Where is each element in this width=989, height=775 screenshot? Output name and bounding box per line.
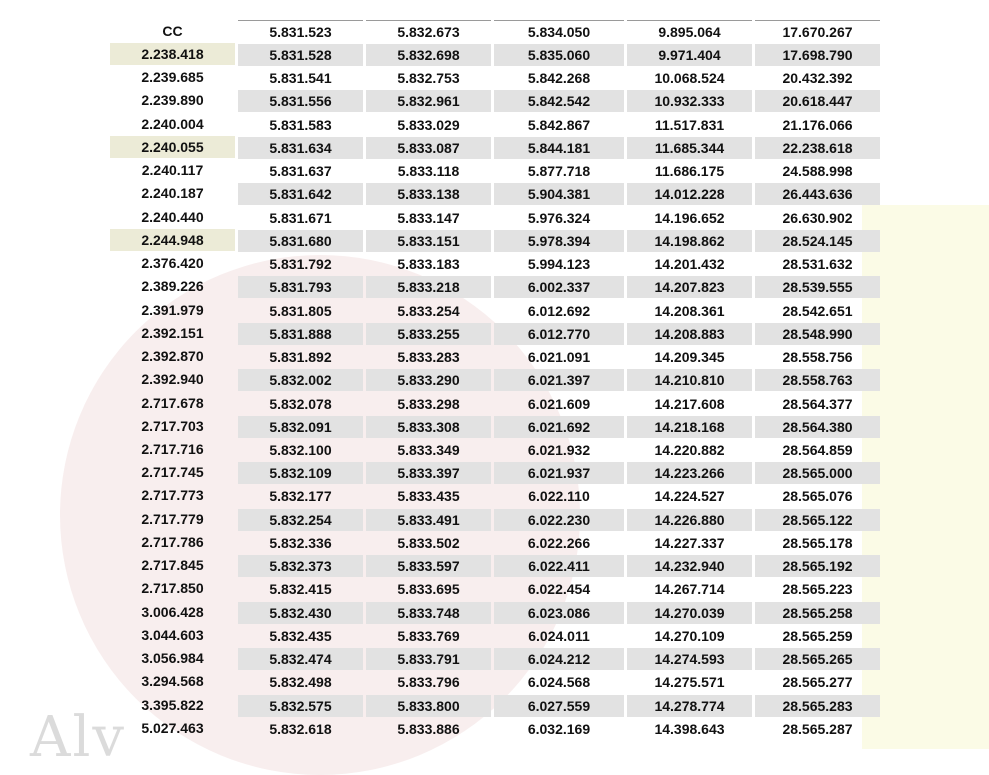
table-cell: 5.833.183 bbox=[397, 256, 460, 273]
table-cell: 2.392.870 bbox=[141, 348, 204, 365]
table-cell: 28.565.277 bbox=[782, 674, 853, 691]
table-cell: 28.539.555 bbox=[755, 276, 880, 298]
table-cell: 28.565.122 bbox=[755, 509, 880, 531]
table-cell: 14.267.714 bbox=[654, 581, 725, 598]
table-cell: 2.717.703 bbox=[141, 417, 204, 434]
table-cell: 6.022.454 bbox=[527, 581, 591, 598]
table-cell: 5.842.268 bbox=[527, 70, 591, 87]
table-cell: 21.176.066 bbox=[782, 116, 853, 133]
table-cell: 2.717.850 bbox=[141, 580, 204, 597]
table-cell: 6.027.559 bbox=[494, 695, 624, 717]
table-cell: 5.842.542 bbox=[494, 90, 624, 112]
table-cell: 2.392.151 bbox=[141, 324, 204, 341]
table-cell: 5.832.373 bbox=[238, 555, 363, 577]
table-cell: 14.226.880 bbox=[627, 509, 752, 531]
table-cell: 14.275.571 bbox=[654, 674, 725, 691]
table-cell: 3.056.984 bbox=[141, 650, 204, 667]
table-cell: 11.685.344 bbox=[627, 137, 752, 159]
table-cell: 6.021.091 bbox=[527, 349, 591, 366]
table-cell: 2.244.948 bbox=[110, 229, 235, 251]
column-header: 9.895.064 bbox=[627, 20, 752, 44]
table-cell: 5.833.290 bbox=[366, 369, 491, 391]
table-cell: 28.565.287 bbox=[782, 720, 853, 737]
table-cell: 6.024.568 bbox=[527, 674, 591, 691]
table-column bbox=[755, 20, 880, 741]
table-cell: 5.994.123 bbox=[527, 256, 591, 273]
table-cell: 6.012.692 bbox=[527, 302, 591, 319]
table-cell: 5.831.671 bbox=[269, 209, 332, 226]
table-cell: 14.223.266 bbox=[627, 462, 752, 484]
table-cell: 14.208.883 bbox=[627, 323, 752, 345]
table-cell: 11.517.831 bbox=[654, 116, 725, 133]
table-cell: 28.565.192 bbox=[755, 555, 880, 577]
table-cell: 6.024.212 bbox=[494, 648, 624, 670]
table-cell: 5.842.867 bbox=[527, 116, 591, 133]
table-cell: 5.831.805 bbox=[269, 302, 332, 319]
table-cell: 5.833.800 bbox=[366, 695, 491, 717]
column-header: 5.834.050 bbox=[494, 20, 624, 44]
table-cell: 5.835.060 bbox=[494, 44, 624, 66]
table-cell: 14.220.882 bbox=[654, 441, 725, 458]
table-cell: 5.833.796 bbox=[397, 674, 460, 691]
table-cell: 14.209.345 bbox=[654, 349, 725, 366]
table-cell: 6.022.110 bbox=[528, 488, 590, 505]
table-cell: 5.833.695 bbox=[397, 581, 460, 598]
watermark-text: Alv bbox=[30, 705, 126, 770]
table-cell: 3.044.603 bbox=[141, 626, 204, 643]
table-cell: 5.832.961 bbox=[366, 90, 491, 112]
table-cell: 2.717.678 bbox=[141, 394, 204, 411]
table-cell: 2.392.940 bbox=[141, 371, 204, 388]
table-cell: 2.239.685 bbox=[141, 69, 204, 86]
table-column bbox=[238, 20, 363, 741]
table-cell: 5.877.718 bbox=[527, 163, 591, 180]
table-cell: 5.831.793 bbox=[238, 276, 363, 298]
table-cell: 2.239.890 bbox=[141, 92, 204, 109]
table-cell: 5.832.430 bbox=[238, 602, 363, 624]
table-cell: 14.208.361 bbox=[654, 302, 725, 319]
table-cell: 28.524.145 bbox=[755, 230, 880, 252]
table-column bbox=[366, 20, 491, 741]
table-cell: 14.270.109 bbox=[654, 627, 725, 644]
table-cell: 5.833.791 bbox=[366, 648, 491, 670]
table-cell: 14.398.643 bbox=[654, 720, 725, 737]
table-cell: 6.021.932 bbox=[527, 441, 591, 458]
table-cell: 2.240.187 bbox=[141, 185, 204, 202]
table-cell: 2.240.440 bbox=[141, 208, 204, 225]
table-cell: 6.012.770 bbox=[494, 323, 624, 345]
table-cell: 14.210.810 bbox=[627, 369, 752, 391]
table-cell: 14.207.823 bbox=[627, 276, 752, 298]
table-cell: 2.240.117 bbox=[141, 162, 204, 179]
table-cell: 5.833.138 bbox=[366, 183, 491, 205]
table-cell: 10.068.524 bbox=[654, 70, 725, 87]
column-header: 5.831.523 bbox=[238, 20, 363, 44]
table-cell: 5.832.618 bbox=[269, 720, 332, 737]
column-header: 17.670.267 bbox=[755, 20, 880, 44]
table-cell: 5.904.381 bbox=[494, 183, 624, 205]
table-cell: 6.024.011 bbox=[528, 627, 590, 644]
table-cell: 9.971.404 bbox=[627, 44, 752, 66]
table-cell: 6.021.609 bbox=[527, 395, 591, 412]
table-cell: 2.717.779 bbox=[141, 510, 204, 527]
table-cell: 5.831.583 bbox=[269, 116, 332, 133]
table-cell: 2.717.745 bbox=[141, 464, 204, 481]
table-cell: 6.022.230 bbox=[494, 509, 624, 531]
table-cell: 28.565.265 bbox=[755, 648, 880, 670]
table-cell: 5.832.078 bbox=[269, 395, 332, 412]
background-tint bbox=[862, 205, 989, 749]
table-cell: 5.833.118 bbox=[397, 163, 460, 180]
table-cell: 5.831.528 bbox=[238, 44, 363, 66]
table-cell: 5.027.463 bbox=[141, 719, 204, 736]
table-cell: 5.831.888 bbox=[238, 323, 363, 345]
table-cell: 5.831.680 bbox=[238, 230, 363, 252]
table-cell: 5.831.637 bbox=[269, 163, 332, 180]
table-cell: 2.717.786 bbox=[141, 533, 204, 550]
table-column bbox=[110, 20, 235, 741]
table-cell: 2.389.226 bbox=[141, 278, 204, 295]
table-cell: 5.832.109 bbox=[238, 462, 363, 484]
table-cell: 28.564.377 bbox=[782, 395, 853, 412]
table-cell: 14.198.862 bbox=[627, 230, 752, 252]
table-cell: 14.217.608 bbox=[654, 395, 725, 412]
table-cell: 14.196.652 bbox=[654, 209, 725, 226]
table-cell: 5.831.642 bbox=[238, 183, 363, 205]
table-cell: 5.976.324 bbox=[527, 209, 591, 226]
table-cell: 2.717.716 bbox=[141, 440, 204, 457]
table-cell: 5.844.181 bbox=[494, 137, 624, 159]
table-cell: 11.686.175 bbox=[654, 163, 725, 180]
table-cell: 28.531.632 bbox=[782, 256, 853, 273]
table-cell: 14.227.337 bbox=[654, 534, 725, 551]
table-cell: 2.240.055 bbox=[110, 136, 235, 158]
table-cell: 28.564.380 bbox=[755, 416, 880, 438]
table-cell: 5.832.753 bbox=[397, 70, 460, 87]
table-cell: 5.833.255 bbox=[366, 323, 491, 345]
column-header: CC bbox=[162, 23, 183, 39]
table-cell: 5.831.556 bbox=[238, 90, 363, 112]
table-cell: 5.833.087 bbox=[366, 137, 491, 159]
table-cell: 14.278.774 bbox=[627, 695, 752, 717]
table-cell: 6.021.692 bbox=[494, 416, 624, 438]
table-cell: 2.238.418 bbox=[110, 43, 235, 65]
table-cell: 5.832.498 bbox=[269, 674, 332, 691]
table-cell: 2.717.773 bbox=[141, 487, 204, 504]
table-cell: 5.832.415 bbox=[269, 581, 332, 598]
table-cell: 28.558.763 bbox=[755, 369, 880, 391]
table-column bbox=[627, 20, 752, 741]
table-cell: 3.006.428 bbox=[141, 603, 204, 620]
table-cell: 5.832.100 bbox=[269, 441, 332, 458]
table-cell: 6.023.086 bbox=[494, 602, 624, 624]
table-cell: 5.978.394 bbox=[494, 230, 624, 252]
table-cell: 5.833.769 bbox=[397, 627, 460, 644]
table-cell: 28.542.651 bbox=[782, 302, 853, 319]
table-cell: 2.391.979 bbox=[141, 301, 204, 318]
table-cell: 17.698.790 bbox=[755, 44, 880, 66]
column-header: 5.832.673 bbox=[366, 20, 491, 44]
table-cell: 5.831.892 bbox=[269, 349, 332, 366]
table-cell: 5.833.748 bbox=[366, 602, 491, 624]
table-cell: 5.833.218 bbox=[366, 276, 491, 298]
table-cell: 6.022.266 bbox=[527, 534, 591, 551]
table-cell: 5.832.002 bbox=[238, 369, 363, 391]
table-cell: 5.833.502 bbox=[397, 534, 460, 551]
table-cell: 2.376.420 bbox=[141, 255, 204, 272]
table-cell: 5.833.298 bbox=[397, 395, 460, 412]
table-cell: 2.717.845 bbox=[141, 557, 204, 574]
table-cell: 14.270.039 bbox=[627, 602, 752, 624]
table-cell: 20.618.447 bbox=[755, 90, 880, 112]
table-cell: 6.022.411 bbox=[494, 555, 624, 577]
table-cell: 5.833.886 bbox=[397, 720, 460, 737]
table-cell: 5.831.634 bbox=[238, 137, 363, 159]
table-cell: 5.833.308 bbox=[366, 416, 491, 438]
table-cell: 28.565.076 bbox=[782, 488, 853, 505]
table-cell: 26.443.636 bbox=[755, 183, 880, 205]
table-cell: 20.432.392 bbox=[782, 70, 853, 87]
table-cell: 28.565.000 bbox=[755, 462, 880, 484]
table-cell: 6.021.397 bbox=[494, 369, 624, 391]
table-cell: 5.833.597 bbox=[366, 555, 491, 577]
table-cell: 28.548.990 bbox=[755, 323, 880, 345]
table-cell: 24.588.998 bbox=[782, 163, 853, 180]
table-cell: 28.564.859 bbox=[782, 441, 853, 458]
data-table bbox=[110, 20, 880, 741]
table-cell: 10.932.333 bbox=[627, 90, 752, 112]
table-cell: 28.565.258 bbox=[755, 602, 880, 624]
table-cell: 5.833.147 bbox=[397, 209, 460, 226]
table-cell: 5.832.575 bbox=[238, 695, 363, 717]
table-cell: 5.832.698 bbox=[366, 44, 491, 66]
table-cell: 14.218.168 bbox=[627, 416, 752, 438]
table-cell: 14.012.228 bbox=[627, 183, 752, 205]
table-cell: 3.395.822 bbox=[141, 696, 204, 713]
table-cell: 5.833.254 bbox=[397, 302, 460, 319]
table-cell: 28.565.259 bbox=[782, 627, 853, 644]
table-column bbox=[494, 20, 624, 741]
table-cell: 3.294.568 bbox=[141, 673, 204, 690]
table-cell: 5.831.541 bbox=[269, 70, 332, 87]
table-cell: 28.558.756 bbox=[782, 349, 853, 366]
table-cell: 5.833.491 bbox=[366, 509, 491, 531]
table-cell: 28.565.178 bbox=[782, 534, 853, 551]
table-cell: 14.201.432 bbox=[654, 256, 725, 273]
table-cell: 5.833.435 bbox=[397, 488, 460, 505]
table-cell: 28.565.283 bbox=[755, 695, 880, 717]
table-cell: 5.832.474 bbox=[238, 648, 363, 670]
table-cell: 5.831.792 bbox=[269, 256, 332, 273]
table-cell: 5.832.254 bbox=[238, 509, 363, 531]
table-cell: 5.832.435 bbox=[269, 627, 332, 644]
table-cell: 6.021.937 bbox=[494, 462, 624, 484]
table-cell: 6.002.337 bbox=[494, 276, 624, 298]
table-cell: 5.832.336 bbox=[269, 534, 332, 551]
table-cell: 14.274.593 bbox=[627, 648, 752, 670]
table-cell: 28.565.223 bbox=[782, 581, 853, 598]
table-cell: 14.232.940 bbox=[627, 555, 752, 577]
table-cell: 5.832.091 bbox=[238, 416, 363, 438]
table-cell: 14.224.527 bbox=[654, 488, 725, 505]
table-cell: 26.630.902 bbox=[782, 209, 853, 226]
table-cell: 5.833.349 bbox=[397, 441, 460, 458]
table-cell: 5.833.151 bbox=[366, 230, 491, 252]
table-cell: 22.238.618 bbox=[755, 137, 880, 159]
table-cell: 5.833.283 bbox=[397, 349, 460, 366]
table-cell: 5.832.177 bbox=[269, 488, 332, 505]
table-cell: 2.240.004 bbox=[141, 115, 204, 132]
table-cell: 6.032.169 bbox=[527, 720, 591, 737]
table-cell: 5.833.397 bbox=[366, 462, 491, 484]
table-cell: 5.833.029 bbox=[397, 116, 460, 133]
